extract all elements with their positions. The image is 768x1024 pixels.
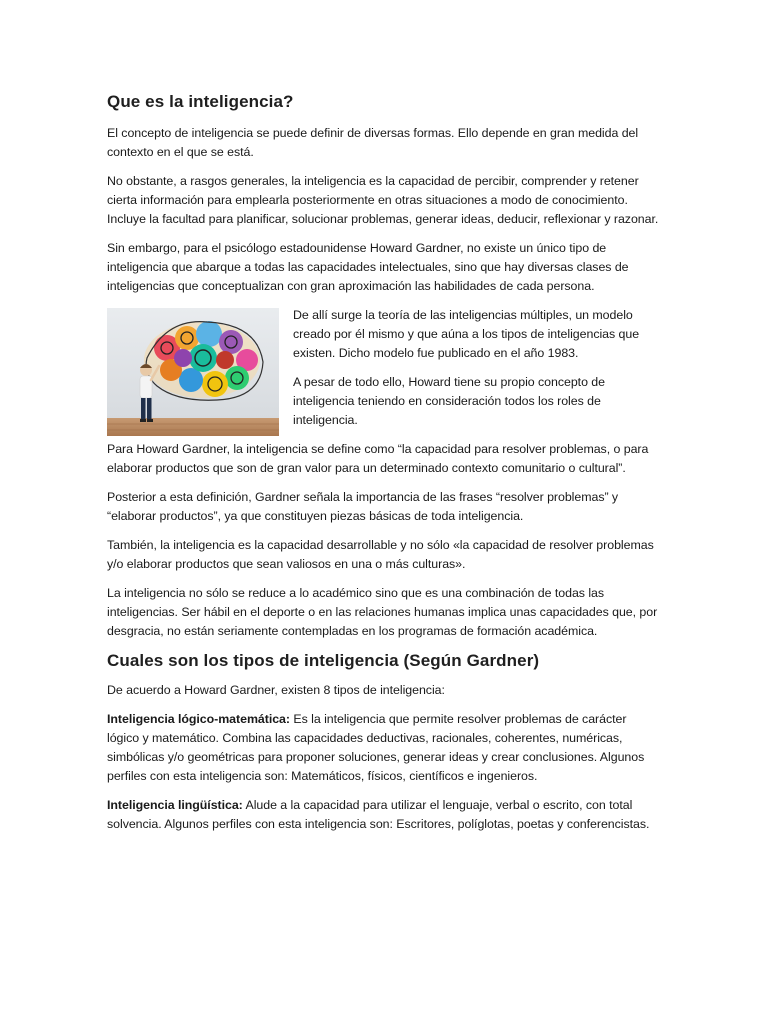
paragraph: No obstante, a rasgos generales, la inteligencia es la capacidad de percibir, comprender y retener cierta información para emplearla posteriormente en otras situaciones a modo de conocimiento. Incluye la facultad para planificar, solucionar problemas, generar ideas, deducir, reflexionar y razonar. (107, 174, 659, 226)
heading-tipos-de-inteligencia: Cuales son los tipos de inteligencia (Según Gardner) (107, 651, 540, 670)
type-title: Inteligencia lógico-matemática: (107, 712, 290, 726)
type-text: Es la inteligencia que permite resolver problemas de carácter lógico y matemático. Combina las capacidades deductivas, racionales, coherentes, numéricas, simbólicas y/o geométricas para proponer soluciones, generar ideas y crear conclusiones. Algunos perfiles con esta inteligencia son: Matemáticos, físicos, científicos e ingenieros. (107, 712, 645, 783)
heading-que-es-inteligencia: Que es la inteligencia? (107, 92, 294, 111)
intelligence-type-logico-matematica (107, 710, 661, 786)
type-text: Alude a la capacidad para utilizar el lenguaje, verbal o escrito, con total solvencia. Algunos perfiles con esta inteligencia son: Escritores, políglotas, poetas y conferencistas. (107, 798, 650, 831)
intelligence-type-linguistica (107, 796, 661, 834)
colorful-brain-illustration (107, 308, 279, 436)
paragraph: También, la inteligencia es la capacidad desarrollable y no sólo «la capacidad de resolver problemas y/o elaborar productos que sean valiosos en una o más culturas». (107, 538, 654, 571)
paragraph: De acuerdo a Howard Gardner, existen 8 tipos de inteligencia: (107, 683, 445, 697)
paragraph: Para Howard Gardner, la inteligencia se define como “la capacidad para resolver problemas, o para elaborar productos que son de gran valor para un determinado contexto comunitario o cultural”. (107, 442, 649, 475)
paragraph: La inteligencia no sólo se reduce a lo académico sino que es una combinación de todas las inteligencias. Ser hábil en el deporte o en las relaciones humanas implica unas capacidades que, por desgracia, no están seriamente contempladas en los programas de formación académica. (107, 586, 658, 638)
paragraph: Sin embargo, para el psicólogo estadounidense Howard Gardner, no existe un único tipo de inteligencia que abarque a todas las capacidades intelectuales, sino que hay diversas clases de inteligencias que conceptualizan con gran aproximación las habilidades de cada persona. (107, 241, 629, 293)
paragraph: El concepto de inteligencia se puede definir de diversas formas. Ello depende en gran medida del contexto en el que se está. (107, 126, 639, 159)
paragraph: De allí surge la teoría de las inteligencias múltiples, un modelo creado por él mismo y que aúna a los tipos de inteligencias que existen. Dicho modelo fue publicado en el año 1983. (293, 308, 640, 360)
paragraph: Posterior a esta definición, Gardner señala la importancia de las frases “resolver problemas” y “elaborar productos”, ya que constituyen piezas básicas de toda inteligencia. (107, 490, 619, 523)
paragraph: A pesar de todo ello, Howard tiene su propio concepto de inteligencia teniendo en consideración todos los roles de inteligencia. (293, 375, 605, 427)
type-title: Inteligencia lingüística: (107, 798, 243, 812)
